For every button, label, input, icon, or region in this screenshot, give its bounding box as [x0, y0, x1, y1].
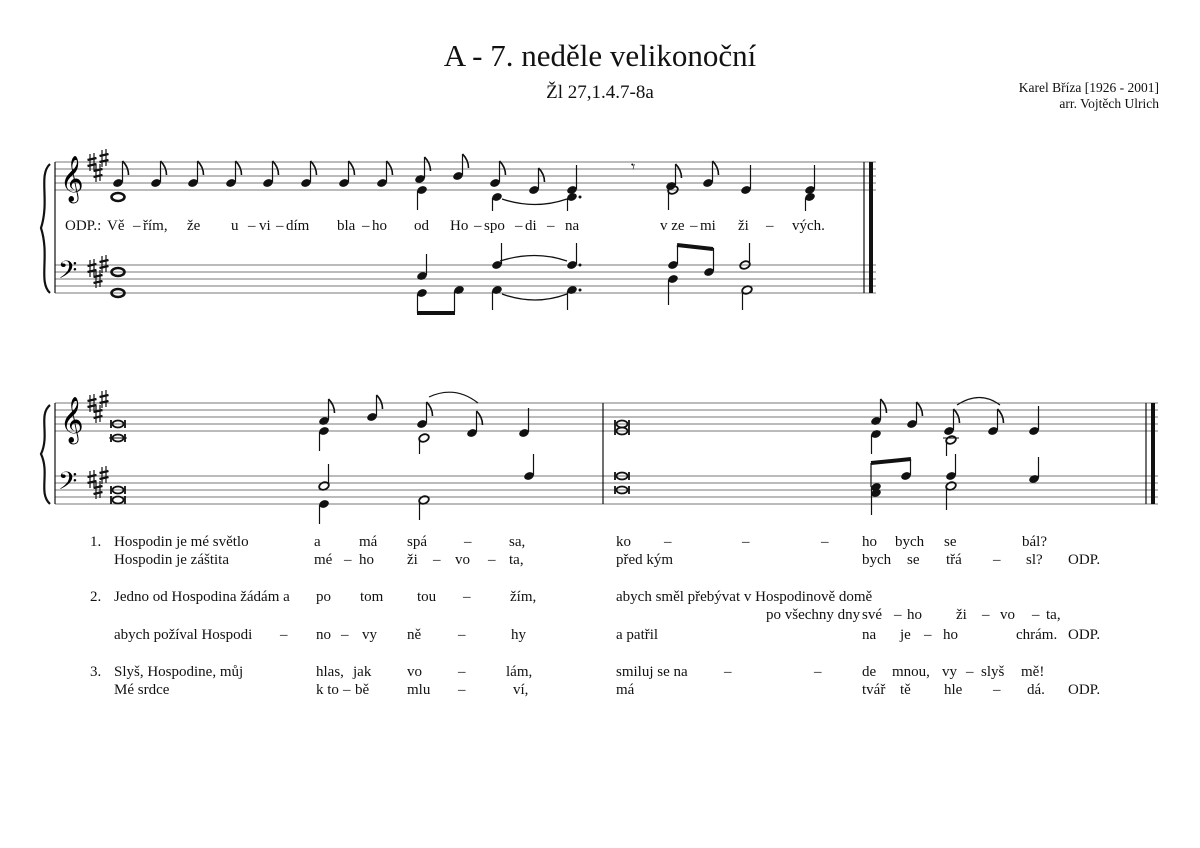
verse-text: tě [900, 682, 911, 698]
verse-text: má [616, 682, 635, 698]
verse-text: jak [353, 664, 372, 680]
verse-text: vy [942, 664, 957, 680]
verse-text: mě! [1021, 664, 1045, 680]
lyric-hyphen: – [982, 607, 990, 623]
verse-text: tom [360, 589, 384, 605]
verse-text: lám, [506, 664, 533, 680]
verse-text: k to [316, 682, 339, 698]
page-title: A - 7. neděle velikonoční [443, 38, 757, 73]
lyric-syllable: že [187, 218, 201, 234]
lyric-hyphen: – [515, 218, 523, 234]
lyric-hyphen: – [664, 534, 672, 550]
lyric-hyphen: – [463, 589, 471, 605]
verse-text: tou [417, 589, 437, 605]
lyric-syllable: mi [700, 218, 716, 234]
lyric-hyphen: – [894, 607, 902, 623]
verse-text: vy [362, 627, 377, 643]
verse-text: před kým [616, 552, 674, 568]
lyric-syllable: di [525, 218, 537, 234]
lyric-syllable: vi [259, 218, 271, 234]
lyric-hyphen: – [821, 534, 829, 550]
lyric-hyphen: – [433, 552, 441, 568]
lyric-hyphen: – [458, 682, 466, 698]
lyric-hyphen: – [690, 218, 698, 234]
verse-text: hy [511, 627, 526, 643]
lyric-syllable: vých. [792, 218, 825, 234]
verse-text: no [316, 627, 331, 643]
lyric-hyphen: – [341, 627, 349, 643]
lyric-hyphen: – [458, 664, 466, 680]
lyric-hyphen: – [766, 218, 774, 234]
lyric-syllable: spo [484, 218, 505, 234]
verse-text: na [862, 627, 877, 643]
lyric-hyphen: – [993, 552, 1001, 568]
system-2 [41, 390, 1158, 524]
lyric-hyphen: – [280, 627, 288, 643]
lyric-hyphen: – [1032, 607, 1040, 623]
lyric-hyphen: – [458, 627, 466, 643]
verse-text: de [862, 664, 877, 680]
verse-text: Hospodin je mé světlo [114, 534, 249, 550]
verse-text: sa, [509, 534, 526, 550]
treble-clef-icon: 𝄞 [60, 397, 84, 443]
verse-text: ži [956, 607, 967, 623]
verse-text: vo [407, 664, 422, 680]
lyric-hyphen: – [474, 218, 482, 234]
verse-text: třá [946, 552, 962, 568]
lyric-syllable: řím, [143, 218, 168, 234]
verse-text: bych [862, 552, 892, 568]
lyric-syllable: u [231, 218, 239, 234]
verse-text: smiluj se na [616, 664, 688, 680]
breve-notes [109, 420, 629, 504]
verse-text: ta, [509, 552, 524, 568]
verse-text: Mé srdce [114, 682, 170, 698]
verse-text: Hospodin je záštita [114, 552, 229, 568]
lyric-hyphen: – [248, 218, 256, 234]
lyric-hyphen: – [742, 534, 750, 550]
lyric-syllable: Vě [107, 218, 125, 234]
verse-text: Jedno od Hospodina žádám a [114, 589, 290, 605]
alto-notes [112, 185, 816, 211]
verse-text: chrám. [1016, 627, 1058, 643]
brace-icon [41, 164, 50, 293]
bass-clef-icon: 𝄢 [58, 467, 78, 502]
verse-text: ko [616, 534, 631, 550]
verse-text: bych [895, 534, 925, 550]
verse-text: a [314, 534, 321, 550]
verse-text: vo [455, 552, 470, 568]
verse-number: 2. [90, 589, 102, 605]
verse-text: hle [944, 682, 963, 698]
lyric-hyphen: – [966, 664, 974, 680]
verse-text: hlas, [316, 664, 344, 680]
verse-text: po všechny dny [766, 607, 861, 623]
lyric-hyphen: – [133, 218, 141, 234]
lyric-hyphen: – [993, 682, 1001, 698]
bass-clef-icon: 𝄢 [58, 256, 78, 291]
lyric-hyphen: – [724, 664, 732, 680]
verse-text: Slyš, Hospodine, můj [114, 664, 244, 680]
verse-text: mnou, [892, 664, 930, 680]
lyric-syllable: na [565, 218, 580, 234]
verse-text: ně [407, 627, 422, 643]
verse-text: ho [907, 607, 922, 623]
tenor-notes [112, 243, 751, 281]
lyric-hyphen: – [488, 552, 496, 568]
psalm-reference: Žl 27,1.4.7-8a [546, 82, 654, 103]
verse-text: abych směl přebývat v Hospodinově domě [616, 589, 873, 605]
lyric-syllable: ži [738, 218, 749, 234]
verse-text: má [359, 534, 378, 550]
verse-text: sl? [1026, 552, 1043, 568]
verse-text: se [944, 534, 957, 550]
verse-text: ODP. [1068, 682, 1101, 698]
verse-text: ži [407, 552, 418, 568]
lyric-hyphen: – [814, 664, 822, 680]
verse-text: dá. [1027, 682, 1045, 698]
verse-text: ODP. [1068, 627, 1101, 643]
verse-text: mlu [407, 682, 431, 698]
verse-text: bál? [1022, 534, 1047, 550]
brace-icon [41, 405, 50, 504]
lyric-syllable: bla [337, 218, 356, 234]
verse-text: mé [314, 552, 333, 568]
lyric-syllable: ODP.: [65, 218, 102, 234]
lyric-hyphen: – [362, 218, 370, 234]
verse-text: žím, [510, 589, 537, 605]
verse-text: ta, [1046, 607, 1061, 623]
verse-text: po [316, 589, 331, 605]
verse-text: slyš [981, 664, 1005, 680]
verse-text: ho [943, 627, 958, 643]
lyric-hyphen: – [924, 627, 932, 643]
treble-clef-icon: 𝄞 [60, 156, 84, 202]
lyric-hyphen: – [343, 682, 351, 698]
verse-text: a patřil [616, 627, 659, 643]
lyric-syllable: Ho [450, 218, 469, 234]
verse-text: abych požíval Hospodi [114, 627, 253, 643]
soprano-notes [112, 154, 816, 195]
lyric-hyphen: – [344, 552, 352, 568]
arranger-name: arr. Vojtěch Ulrich [1059, 96, 1159, 111]
lyric-syllable: od [414, 218, 429, 234]
verse-text: se [907, 552, 920, 568]
verse-text: tvář [862, 682, 886, 698]
lyric-hyphen: – [276, 218, 284, 234]
lyric-hyphen: – [464, 534, 472, 550]
verse-text: ví, [513, 682, 529, 698]
lyric-syllable: v ze [660, 218, 685, 234]
verse-number: 3. [90, 664, 102, 680]
verse-text: ODP. [1068, 552, 1101, 568]
lyric-syllable: ho [372, 218, 387, 234]
verse-text: vo [1000, 607, 1015, 623]
verse-text: spá [407, 534, 427, 550]
eighth-rest-icon: 𝄾 [631, 159, 636, 176]
verse-text: bě [355, 682, 370, 698]
verse-text: je [900, 627, 911, 643]
verse-text: své [862, 607, 882, 623]
verse-number: 1. [90, 534, 102, 550]
verse-text: ho [359, 552, 374, 568]
lyric-syllable: dím [286, 218, 310, 234]
verse-text: ho [862, 534, 877, 550]
composer-name: Karel Bříza [1926 - 2001] [1018, 80, 1159, 95]
lyric-hyphen: – [547, 218, 555, 234]
